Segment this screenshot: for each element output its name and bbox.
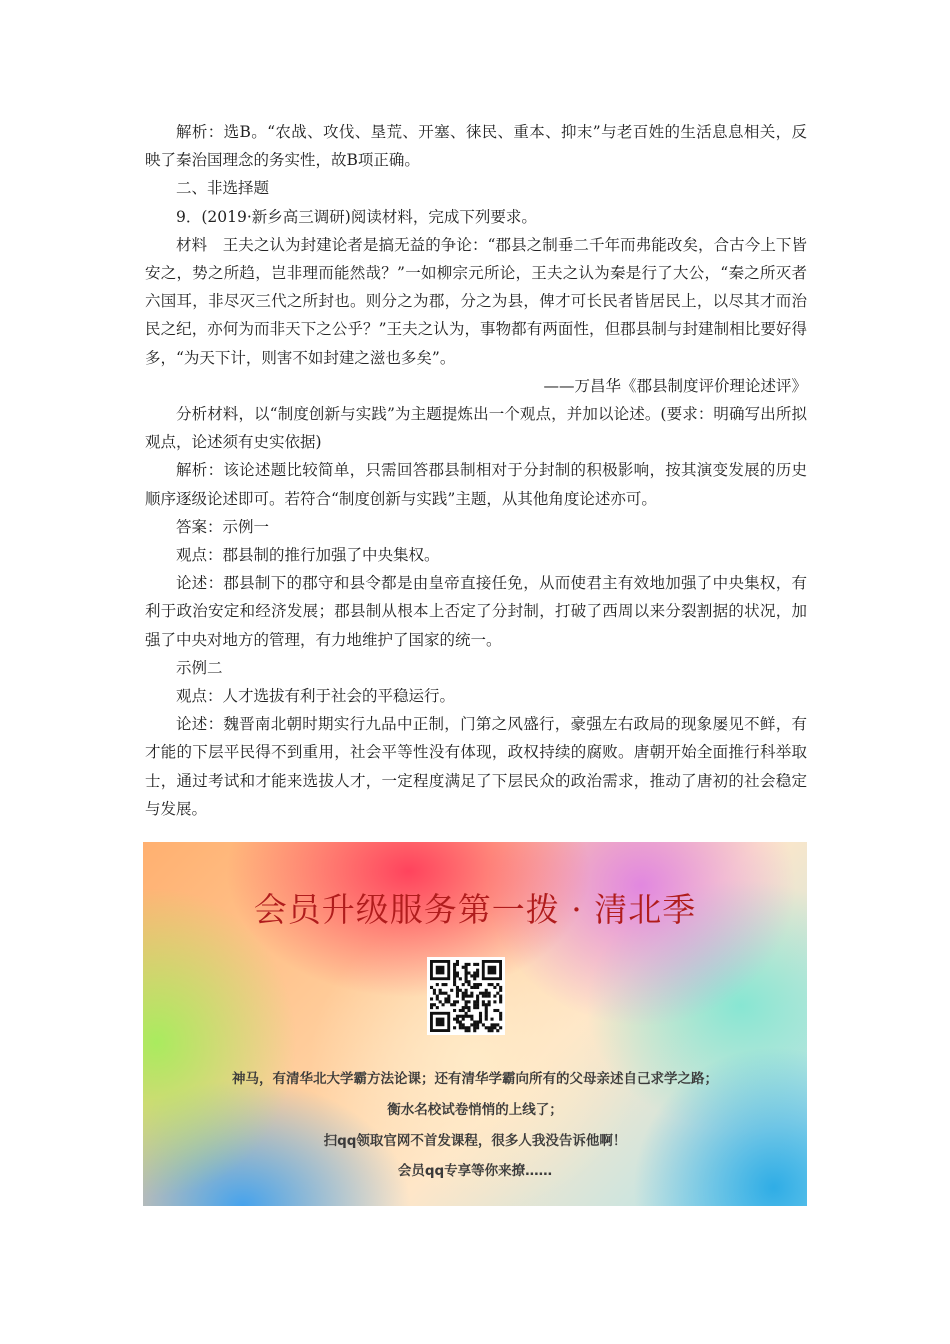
question-prompt: 分析材料，以“制度创新与实践”为主题提炼出一个观点，并加以论述。(要求：明确写出所拟观点，论述须有史实依据)	[145, 405, 807, 452]
banner-line-4: 会员qq专享等你来撩……	[397, 1163, 553, 1179]
document-body	[145, 118, 807, 823]
banner-title: 会员升级服务第一拨 · 清北季	[253, 890, 697, 929]
banner-line-2: 衡水名校试卷悄悄的上线了；	[387, 1102, 563, 1118]
answer-example-1-label: 答案：示例一	[176, 517, 270, 536]
example-2-viewpoint: 观点：人才选拔有利于社会的平稳运行。	[176, 687, 456, 706]
section-heading: 二、非选择题	[176, 179, 270, 198]
answer-analysis-8: 解析：选B。“农战、攻伐、垦荒、开塞、徕民、重本、抑末”与老百姓的生活息息相关，反映了秦治国理念的务实性，故B项正确。	[145, 123, 807, 170]
example-2-argument: 论述：魏晋南北朝时期实行九品中正制，门第之风盛行，豪强左右政局的现象屡见不鲜，有才能的下层平民得不到重用，社会平等性没有体现，政权持续的腐败。唐朝开始全面推行科举取士，通过考试和才能来选拔人才，一定程度满足了下层民众的政治需求，推动了唐初的社会稳定与发展。	[145, 715, 807, 818]
material-source: ——万昌华《郡县制度评价理论述评》	[543, 376, 807, 395]
banner-line-3: 扫qq领取官网不首发课程，很多人我没告诉他啊！	[323, 1133, 627, 1149]
material-text: 材料 王夫之认为封建论者是搞无益的争论：“郡县之制垂二千年而弗能改矣，合古今上下皆安之，势之所趋，岂非理而能然哉？”一如柳宗元所论，王夫之认为秦是行了大公，“秦之所灭者六国耳，非尽灭三代之所封也。则分之为郡，分之为县，俾才可长民者皆居民上，以尽其才而治民之纪，亦何为而非天下之公乎？”王夫之认为，事物都有两面性，但郡县制与封建制相比要好得多，“为天下计，则害不如封建之滋也多矣”。	[145, 235, 807, 367]
promo-banner[interactable]	[143, 842, 807, 1206]
example-1-argument: 论述：郡县制下的郡守和县令都是由皇帝直接任免，从而使君主有效地加强了中央集权，有利于政治安定和经济发展；郡县制从根本上否定了分封制，打破了西周以来分裂割据的状况，加强了中央对地方的管理，有力地维护了国家的统一。	[145, 574, 807, 649]
qr-code-icon[interactable]	[427, 957, 505, 1035]
answer-example-2-label: 示例二	[176, 658, 223, 677]
example-1-viewpoint: 观点：郡县制的推行加强了中央集权。	[176, 546, 440, 565]
answer-analysis-9: 解析：该论述题比较简单，只需回答郡县制相对于分封制的积极影响，按其演变发展的历史顺序逐级论述即可。若符合“制度创新与实践”主题，从其他角度论述亦可。	[145, 461, 807, 508]
question-9: 9．(2019·新乡高三调研)阅读材料，完成下列要求。	[176, 207, 537, 226]
banner-line-1: 神马，有清华北大学霸方法论课；还有清华学霸向所有的父母亲述自己求学之路；	[232, 1071, 718, 1087]
